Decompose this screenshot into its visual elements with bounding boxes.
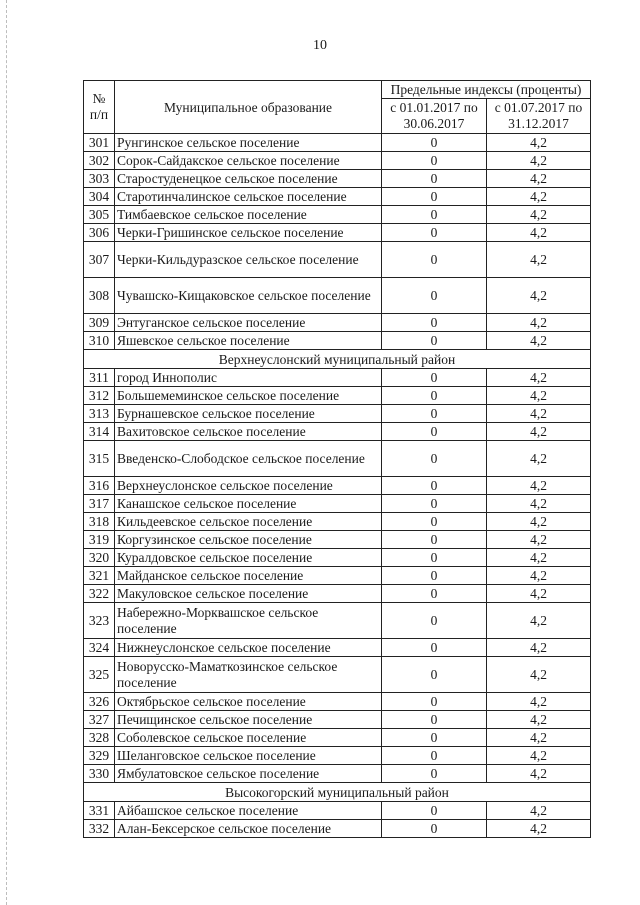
header-number: № п/п xyxy=(84,81,115,134)
index-period-1: 0 xyxy=(382,134,487,152)
page-margin-line xyxy=(6,0,7,905)
row-number: 323 xyxy=(84,603,115,639)
header-limit-indices: Предельные индексы (проценты) xyxy=(382,81,591,99)
row-number: 315 xyxy=(84,441,115,477)
row-number: 308 xyxy=(84,278,115,314)
index-period-2: 4,2 xyxy=(487,314,591,332)
row-number: 325 xyxy=(84,657,115,693)
district-header-row xyxy=(84,783,591,802)
municipality-name: Новорусско-Маматкозинское сельское поселение xyxy=(115,657,382,693)
index-period-2: 4,2 xyxy=(487,206,591,224)
index-period-2: 4,2 xyxy=(487,441,591,477)
index-period-1: 0 xyxy=(382,567,487,585)
row-number: 324 xyxy=(84,639,115,657)
district-name: Высокогорский муниципальный район xyxy=(84,783,591,802)
index-period-1: 0 xyxy=(382,495,487,513)
index-period-2: 4,2 xyxy=(487,585,591,603)
index-period-1: 0 xyxy=(382,170,487,188)
row-number: 304 xyxy=(84,188,115,206)
row-number: 316 xyxy=(84,477,115,495)
municipality-name: Черки-Гришинское сельское поселение xyxy=(115,224,382,242)
index-period-2: 4,2 xyxy=(487,224,591,242)
index-period-1: 0 xyxy=(382,369,487,387)
index-period-2: 4,2 xyxy=(487,513,591,531)
row-number: 322 xyxy=(84,585,115,603)
municipality-name: Майданское сельское поселение xyxy=(115,567,382,585)
index-period-1: 0 xyxy=(382,278,487,314)
page-number: 10 xyxy=(313,38,327,53)
index-period-1: 0 xyxy=(382,693,487,711)
index-period-1: 0 xyxy=(382,765,487,783)
municipality-name: Набережно-Морквашское сельское поселение xyxy=(115,603,382,639)
table-row xyxy=(84,242,591,278)
table-row xyxy=(84,369,591,387)
row-number: 303 xyxy=(84,170,115,188)
index-period-2: 4,2 xyxy=(487,188,591,206)
municipality-name: Бурнашевское сельское поселение xyxy=(115,405,382,423)
index-period-2: 4,2 xyxy=(487,603,591,639)
table-row xyxy=(84,314,591,332)
index-period-1: 0 xyxy=(382,603,487,639)
municipality-name: Черки-Кильдуразское сельское поселение xyxy=(115,242,382,278)
table-row xyxy=(84,206,591,224)
table-row xyxy=(84,747,591,765)
table-row xyxy=(84,531,591,549)
index-period-1: 0 xyxy=(382,387,487,405)
index-period-2: 4,2 xyxy=(487,531,591,549)
index-period-1: 0 xyxy=(382,477,487,495)
municipality-name: Макуловское сельское поселение xyxy=(115,585,382,603)
tariff-index-table xyxy=(83,80,591,838)
municipality-name: Сорок-Сайдакское сельское поселение xyxy=(115,152,382,170)
index-period-1: 0 xyxy=(382,441,487,477)
index-period-2: 4,2 xyxy=(487,711,591,729)
row-number: 328 xyxy=(84,729,115,747)
row-number: 313 xyxy=(84,405,115,423)
index-period-1: 0 xyxy=(382,242,487,278)
municipality-name: Энтуганское сельское поселение xyxy=(115,314,382,332)
municipality-name: Тимбаевское сельское поселение xyxy=(115,206,382,224)
table-row xyxy=(84,477,591,495)
district-header-row xyxy=(84,350,591,369)
index-period-1: 0 xyxy=(382,711,487,729)
index-period-2: 4,2 xyxy=(487,170,591,188)
index-period-2: 4,2 xyxy=(487,495,591,513)
index-period-1: 0 xyxy=(382,729,487,747)
row-number: 305 xyxy=(84,206,115,224)
index-period-2: 4,2 xyxy=(487,423,591,441)
index-period-2: 4,2 xyxy=(487,820,591,838)
municipality-name: Старотинчалинское сельское поселение xyxy=(115,188,382,206)
index-period-1: 0 xyxy=(382,423,487,441)
index-period-1: 0 xyxy=(382,747,487,765)
table-row xyxy=(84,729,591,747)
municipality-name: город Иннополис xyxy=(115,369,382,387)
index-period-2: 4,2 xyxy=(487,477,591,495)
table-row xyxy=(84,332,591,350)
municipality-name: Шеланговское сельское поселение xyxy=(115,747,382,765)
table-row xyxy=(84,567,591,585)
municipality-name: Айбашское сельское поселение xyxy=(115,802,382,820)
index-period-1: 0 xyxy=(382,152,487,170)
row-number: 320 xyxy=(84,549,115,567)
row-number: 306 xyxy=(84,224,115,242)
table-row xyxy=(84,639,591,657)
municipality-name: Введенско-Слободское сельское поселение xyxy=(115,441,382,477)
row-number: 319 xyxy=(84,531,115,549)
row-number: 327 xyxy=(84,711,115,729)
header-period-1: с 01.01.2017 по 30.06.2017 xyxy=(382,99,487,134)
table-row xyxy=(84,693,591,711)
index-period-1: 0 xyxy=(382,657,487,693)
municipality-name: Чувашско-Кищаковское сельское поселение xyxy=(115,278,382,314)
row-number: 321 xyxy=(84,567,115,585)
table-row xyxy=(84,765,591,783)
index-period-2: 4,2 xyxy=(487,332,591,350)
row-number: 302 xyxy=(84,152,115,170)
index-period-2: 4,2 xyxy=(487,549,591,567)
row-number: 309 xyxy=(84,314,115,332)
table-row xyxy=(84,224,591,242)
row-number: 307 xyxy=(84,242,115,278)
index-period-1: 0 xyxy=(382,332,487,350)
municipality-name: Куралдовское сельское поселение xyxy=(115,549,382,567)
index-period-2: 4,2 xyxy=(487,729,591,747)
table-row xyxy=(84,495,591,513)
index-period-1: 0 xyxy=(382,405,487,423)
table-row xyxy=(84,585,591,603)
index-period-2: 4,2 xyxy=(487,134,591,152)
index-period-1: 0 xyxy=(382,513,487,531)
municipality-name: Коргузинское сельское поселение xyxy=(115,531,382,549)
header-municipality: Муниципальное образование xyxy=(115,81,382,134)
row-number: 301 xyxy=(84,134,115,152)
district-name: Верхнеуслонский муниципальный район xyxy=(84,350,591,369)
row-number: 318 xyxy=(84,513,115,531)
table-body xyxy=(84,134,591,838)
row-number: 314 xyxy=(84,423,115,441)
table-row xyxy=(84,603,591,639)
index-period-2: 4,2 xyxy=(487,802,591,820)
table-row xyxy=(84,657,591,693)
index-period-2: 4,2 xyxy=(487,242,591,278)
row-number: 317 xyxy=(84,495,115,513)
table-row xyxy=(84,170,591,188)
row-number: 330 xyxy=(84,765,115,783)
index-period-1: 0 xyxy=(382,224,487,242)
row-number: 311 xyxy=(84,369,115,387)
municipality-name: Ямбулатовское сельское поселение xyxy=(115,765,382,783)
index-period-2: 4,2 xyxy=(487,693,591,711)
row-number: 329 xyxy=(84,747,115,765)
municipality-name: Канашское сельское поселение xyxy=(115,495,382,513)
municipality-name: Рунгинское сельское поселение xyxy=(115,134,382,152)
table-row xyxy=(84,405,591,423)
index-period-2: 4,2 xyxy=(487,278,591,314)
header-period-2: с 01.07.2017 по 31.12.2017 xyxy=(487,99,591,134)
row-number: 326 xyxy=(84,693,115,711)
index-period-1: 0 xyxy=(382,314,487,332)
index-period-1: 0 xyxy=(382,585,487,603)
municipality-name: Соболевское сельское поселение xyxy=(115,729,382,747)
index-period-2: 4,2 xyxy=(487,387,591,405)
index-period-1: 0 xyxy=(382,802,487,820)
index-period-2: 4,2 xyxy=(487,567,591,585)
row-number: 332 xyxy=(84,820,115,838)
table-row xyxy=(84,188,591,206)
table-row xyxy=(84,441,591,477)
index-period-1: 0 xyxy=(382,639,487,657)
table-row xyxy=(84,820,591,838)
municipality-name: Нижнеуслонское сельское поселение xyxy=(115,639,382,657)
row-number: 310 xyxy=(84,332,115,350)
table-row xyxy=(84,152,591,170)
index-period-2: 4,2 xyxy=(487,405,591,423)
index-period-2: 4,2 xyxy=(487,152,591,170)
table-row xyxy=(84,387,591,405)
index-period-2: 4,2 xyxy=(487,369,591,387)
row-number: 331 xyxy=(84,802,115,820)
index-period-1: 0 xyxy=(382,188,487,206)
index-period-1: 0 xyxy=(382,549,487,567)
table-row xyxy=(84,513,591,531)
municipality-name: Яшевское сельское поселение xyxy=(115,332,382,350)
table-row xyxy=(84,278,591,314)
municipality-name: Кильдеевское сельское поселение xyxy=(115,513,382,531)
index-period-2: 4,2 xyxy=(487,747,591,765)
municipality-name: Большемеминское сельское поселение xyxy=(115,387,382,405)
index-period-2: 4,2 xyxy=(487,639,591,657)
index-period-1: 0 xyxy=(382,531,487,549)
municipality-name: Вахитовское сельское поселение xyxy=(115,423,382,441)
table-row xyxy=(84,423,591,441)
table-row xyxy=(84,549,591,567)
municipality-name: Октябрьское сельское поселение xyxy=(115,693,382,711)
row-number: 312 xyxy=(84,387,115,405)
table-row xyxy=(84,711,591,729)
municipality-name: Старостуденецкое сельское поселение xyxy=(115,170,382,188)
table-row xyxy=(84,134,591,152)
municipality-name: Верхнеуслонское сельское поселение xyxy=(115,477,382,495)
table-row xyxy=(84,802,591,820)
index-period-2: 4,2 xyxy=(487,657,591,693)
municipality-name: Печищинское сельское поселение xyxy=(115,711,382,729)
index-period-2: 4,2 xyxy=(487,765,591,783)
municipality-name: Алан-Бексерское сельское поселение xyxy=(115,820,382,838)
index-period-1: 0 xyxy=(382,820,487,838)
table-header xyxy=(84,81,591,134)
index-period-1: 0 xyxy=(382,206,487,224)
